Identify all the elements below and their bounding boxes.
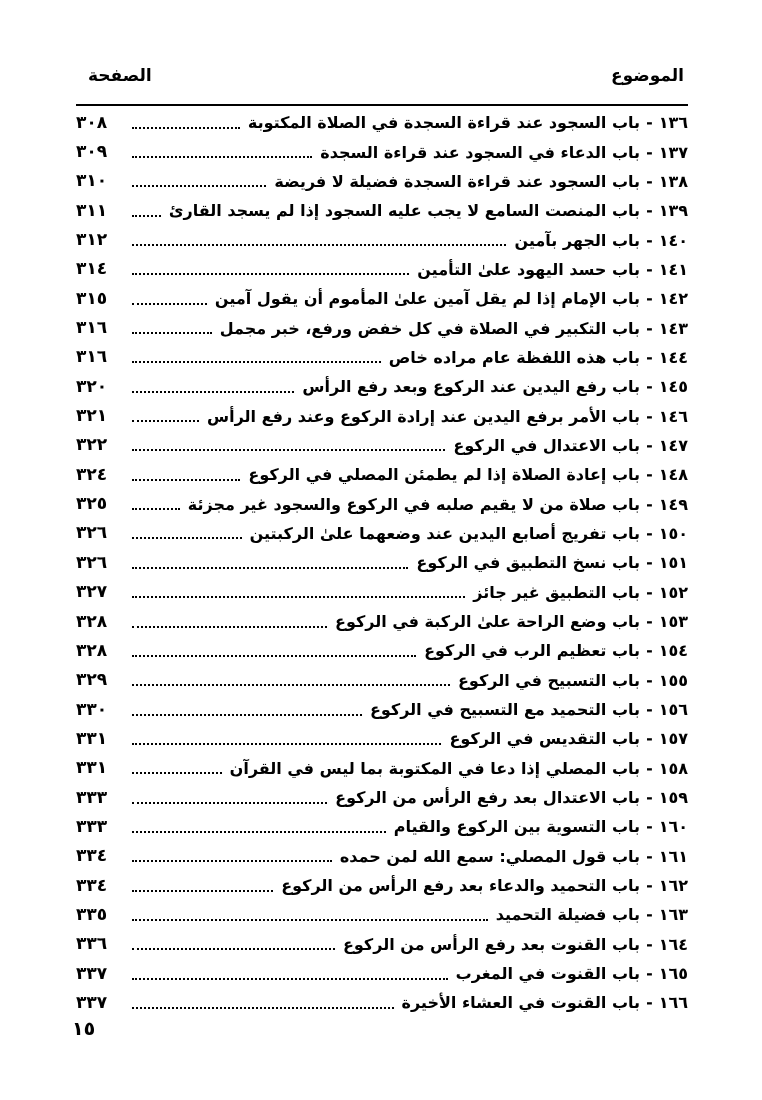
dot-leader xyxy=(132,391,294,393)
entry-page-number: ٣٣٠ xyxy=(76,699,108,720)
entry-title: باب إعادة الصلاة إذا لم يطمئن المصلي في الركوع xyxy=(248,465,641,485)
toc-entry xyxy=(76,255,688,284)
entry-page-number: ٣٣٤ xyxy=(76,875,108,896)
dot-leader xyxy=(132,743,441,745)
toc-entry xyxy=(76,783,688,812)
entry-page-number: ٣٣٥ xyxy=(76,904,108,925)
entry-title: باب وضع الراحة علىٰ الركبة في الركوع xyxy=(335,612,641,632)
entry-separator: - xyxy=(646,788,653,808)
entry-title: باب التسوية بين الركوع والقيام xyxy=(393,817,641,837)
entry-title: باب فضيلة التحميد xyxy=(495,905,641,925)
toc-entry xyxy=(76,930,688,959)
entry-number: ١٣٧ xyxy=(658,142,688,162)
entry-title: باب القنوت بعد رفع الرأس من الركوع xyxy=(342,934,641,954)
entry-separator: - xyxy=(646,700,653,720)
entry-page-number: ٣٢٦ xyxy=(76,552,108,573)
entry-separator: - xyxy=(646,406,653,426)
entry-separator: - xyxy=(646,289,653,309)
header-rule xyxy=(76,104,688,106)
entry-title: باب المنصت السامع لا يجب عليه السجود إذا لم يسجد القارئ xyxy=(168,201,641,221)
toc-entry xyxy=(76,988,688,1017)
toc-entry xyxy=(76,607,688,636)
dot-leader xyxy=(132,156,312,158)
entry-page-number: ٣١٠ xyxy=(76,171,108,192)
entry-title: باب الجهر بآمين xyxy=(514,230,641,250)
entry-page-number: ٣٢٦ xyxy=(76,523,108,544)
entry-number: ١٤٣ xyxy=(658,318,688,338)
dot-leader xyxy=(132,596,465,598)
dot-leader xyxy=(132,890,273,892)
dot-leader xyxy=(132,919,488,921)
toc-entry xyxy=(76,401,688,430)
dot-leader xyxy=(132,831,386,833)
toc-header xyxy=(76,60,688,102)
toc-entry xyxy=(76,519,688,548)
entry-separator: - xyxy=(646,993,653,1013)
entry-page-number: ٣٣٤ xyxy=(76,846,108,867)
entry-separator: - xyxy=(646,582,653,602)
entry-separator: - xyxy=(646,347,653,367)
entry-separator: - xyxy=(646,142,653,162)
entry-page-number: ٣٠٩ xyxy=(76,142,108,163)
entry-number: ١٤٠ xyxy=(658,230,688,250)
toc-entry xyxy=(76,284,688,313)
entry-page-number: ٣٢٩ xyxy=(76,670,108,691)
entry-title: باب السجود عند قراءة السجدة فضيلة لا فريضة xyxy=(274,171,641,191)
entry-title: باب التحميد مع التسبيح في الركوع xyxy=(369,700,641,720)
entry-title: باب التقديس في الركوع xyxy=(449,729,641,749)
entry-page-number: ٣٣٧ xyxy=(76,992,108,1013)
entry-number: ١٥٩ xyxy=(658,788,688,808)
entry-number: ١٦٦ xyxy=(658,993,688,1013)
toc-entry xyxy=(76,578,688,607)
toc-entry xyxy=(76,666,688,695)
dot-leader xyxy=(132,714,362,716)
entry-page-number: ٣٣٣ xyxy=(76,816,108,837)
entry-page-number: ٣٣١ xyxy=(76,758,108,779)
toc-entry xyxy=(76,372,688,401)
dot-leader xyxy=(132,185,266,187)
dot-leader xyxy=(132,273,409,275)
entry-number: ١٦٤ xyxy=(658,934,688,954)
entry-number: ١٦٥ xyxy=(658,964,688,984)
dot-leader xyxy=(132,772,222,774)
toc-entry xyxy=(76,959,688,988)
entry-page-number: ٣٣٧ xyxy=(76,963,108,984)
toc-entry xyxy=(76,871,688,900)
dot-leader xyxy=(132,508,180,510)
entry-number: ١٥٤ xyxy=(658,641,688,661)
toc-entry xyxy=(76,636,688,665)
entry-page-number: ٣١٦ xyxy=(76,318,108,339)
dot-leader xyxy=(132,449,445,451)
entry-title: باب الاعتدال في الركوع xyxy=(453,435,641,455)
entry-title: باب الدعاء في السجود عند قراءة السجدة xyxy=(320,142,641,162)
topic-column-label: الموضوع xyxy=(611,66,684,86)
entry-number: ١٣٦ xyxy=(658,113,688,133)
toc-entry xyxy=(76,812,688,841)
toc-entry xyxy=(76,196,688,225)
entry-number: ١٥٦ xyxy=(658,700,688,720)
dot-leader xyxy=(132,215,161,217)
entry-title: باب التطبيق غير جائز xyxy=(473,582,641,602)
entry-number: ١٤٧ xyxy=(658,435,688,455)
dot-leader xyxy=(132,802,327,804)
entry-separator: - xyxy=(646,905,653,925)
toc-entry xyxy=(76,343,688,372)
dot-leader xyxy=(132,537,242,539)
entry-title: باب هذه اللفظة عام مراده خاص xyxy=(388,347,641,367)
entry-separator: - xyxy=(646,201,653,221)
page-column-label: الصفحة xyxy=(88,66,152,86)
entry-separator: - xyxy=(646,113,653,133)
entry-separator: - xyxy=(646,964,653,984)
entry-separator: - xyxy=(646,846,653,866)
toc-entry xyxy=(76,489,688,518)
entry-page-number: ٣٢٤ xyxy=(76,464,108,485)
dot-leader xyxy=(132,1007,394,1009)
entry-separator: - xyxy=(646,494,653,514)
entry-page-number: ٣٣٣ xyxy=(76,787,108,808)
entry-title: باب التحميد والدعاء بعد رفع الرأس من الركوع xyxy=(281,876,641,896)
entry-title: باب رفع اليدين عند الركوع وبعد رفع الرأس xyxy=(302,377,641,397)
entry-number: ١٦١ xyxy=(658,846,688,866)
entry-title: باب المصلي إذا دعا في المكتوبة بما ليس في القرآن xyxy=(229,758,641,778)
entry-page-number: ٣٣٦ xyxy=(76,934,108,955)
entry-page-number: ٣٢٧ xyxy=(76,582,108,603)
entry-separator: - xyxy=(646,230,653,250)
entry-number: ١٥٠ xyxy=(658,523,688,543)
entry-separator: - xyxy=(646,758,653,778)
entry-separator: - xyxy=(646,876,653,896)
dot-leader xyxy=(132,244,506,246)
dot-leader xyxy=(132,567,408,569)
entry-title: باب الأمر برفع اليدين عند إرادة الركوع وعند رفع الرأس xyxy=(207,406,641,426)
toc-entry xyxy=(76,108,688,137)
entry-separator: - xyxy=(646,553,653,573)
entry-title: باب التكبير في الصلاة في كل خفض ورفع، خبر مجمل xyxy=(219,318,641,338)
toc-entry xyxy=(76,167,688,196)
entry-separator: - xyxy=(646,612,653,632)
entry-page-number: ٣٢٠ xyxy=(76,376,108,397)
entry-title: باب التسبيح في الركوع xyxy=(457,670,641,690)
entry-page-number: ٣١٥ xyxy=(76,288,108,309)
dot-leader xyxy=(132,420,199,422)
entry-number: ١٥١ xyxy=(658,553,688,573)
entry-number: ١٦٣ xyxy=(658,905,688,925)
entry-page-number: ٣١١ xyxy=(76,200,108,221)
dot-leader xyxy=(132,479,240,481)
dot-leader xyxy=(132,303,207,305)
entry-number: ١٥٣ xyxy=(658,612,688,632)
entry-number: ١٦٢ xyxy=(658,876,688,896)
entry-title: باب تعظيم الرب في الركوع xyxy=(424,641,641,661)
entry-page-number: ٣٢٨ xyxy=(76,640,108,661)
dot-leader xyxy=(132,948,335,950)
toc-entry xyxy=(76,842,688,871)
entry-title: باب تفريج أصابع اليدين عند وضعهما علىٰ الركبتين xyxy=(249,523,641,543)
entry-page-number: ٣٢٢ xyxy=(76,435,108,456)
dot-leader xyxy=(132,127,240,129)
entry-page-number: ٣٢٥ xyxy=(76,494,108,515)
entry-separator: - xyxy=(646,377,653,397)
toc-entry xyxy=(76,460,688,489)
entry-separator: - xyxy=(646,641,653,661)
entry-title: باب القنوت في العشاء الأخيرة xyxy=(401,993,641,1013)
entry-page-number: ٣١٤ xyxy=(76,259,108,280)
dot-leader xyxy=(132,626,327,628)
entry-title: باب الاعتدال بعد رفع الرأس من الركوع xyxy=(335,788,641,808)
toc-entry xyxy=(76,724,688,753)
entry-separator: - xyxy=(646,523,653,543)
entry-number: ١٤٦ xyxy=(658,406,688,426)
entry-number: ١٦٠ xyxy=(658,817,688,837)
entry-title: باب القنوت في المغرب xyxy=(455,964,641,984)
entry-number: ١٤٨ xyxy=(658,465,688,485)
entry-title: باب قول المصلي: سمع الله لمن حمده xyxy=(339,846,641,866)
toc-entry xyxy=(76,225,688,254)
entry-number: ١٥٧ xyxy=(658,729,688,749)
entry-separator: - xyxy=(646,934,653,954)
entry-separator: - xyxy=(646,729,653,749)
entry-number: ١٤٥ xyxy=(658,377,688,397)
entry-number: ١٣٨ xyxy=(658,171,688,191)
entry-page-number: ٣٣١ xyxy=(76,728,108,749)
entry-title: باب نسخ التطبيق في الركوع xyxy=(416,553,641,573)
entry-page-number: ٣٢٨ xyxy=(76,611,108,632)
toc-entry xyxy=(76,754,688,783)
entry-number: ١٥٨ xyxy=(658,758,688,778)
toc-entry xyxy=(76,548,688,577)
toc-entry xyxy=(76,137,688,166)
entry-separator: - xyxy=(646,435,653,455)
entry-page-number: ٣٢١ xyxy=(76,406,108,427)
entry-page-number: ٣١٦ xyxy=(76,347,108,368)
entry-separator: - xyxy=(646,259,653,279)
entry-separator: - xyxy=(646,318,653,338)
toc-entry xyxy=(76,313,688,342)
entry-number: ١٤٤ xyxy=(658,347,688,367)
entry-number: ١٣٩ xyxy=(658,201,688,221)
entry-title: باب السجود عند قراءة السجدة في الصلاة المكتوبة xyxy=(247,113,641,133)
dot-leader xyxy=(132,361,381,363)
entry-separator: - xyxy=(646,465,653,485)
toc-list xyxy=(76,108,688,1018)
entry-title: باب الإمام إذا لم يقل آمين علىٰ المأموم أن يقول آمين xyxy=(214,289,641,309)
toc-entry xyxy=(76,695,688,724)
entry-number: ١٥٥ xyxy=(658,670,688,690)
entry-number: ١٤١ xyxy=(658,259,688,279)
dot-leader xyxy=(132,655,416,657)
entry-number: ١٤٢ xyxy=(658,289,688,309)
entry-separator: - xyxy=(646,171,653,191)
entry-separator: - xyxy=(646,817,653,837)
dot-leader xyxy=(132,684,450,686)
folio-page-number: ١٥ xyxy=(72,1018,96,1040)
toc-entry xyxy=(76,431,688,460)
entry-title: باب حسد اليهود علىٰ التأمين xyxy=(417,259,641,279)
dot-leader xyxy=(132,978,448,980)
entry-number: ١٤٩ xyxy=(658,494,688,514)
entry-page-number: ٣٠٨ xyxy=(76,112,108,133)
toc-entry xyxy=(76,900,688,929)
entry-title: باب صلاة من لا يقيم صلبه في الركوع والسجود غير مجزئة xyxy=(187,494,641,514)
entry-separator: - xyxy=(646,670,653,690)
entry-number: ١٥٢ xyxy=(658,582,688,602)
dot-leader xyxy=(132,332,212,334)
entry-page-number: ٣١٢ xyxy=(76,230,108,251)
dot-leader xyxy=(132,860,332,862)
